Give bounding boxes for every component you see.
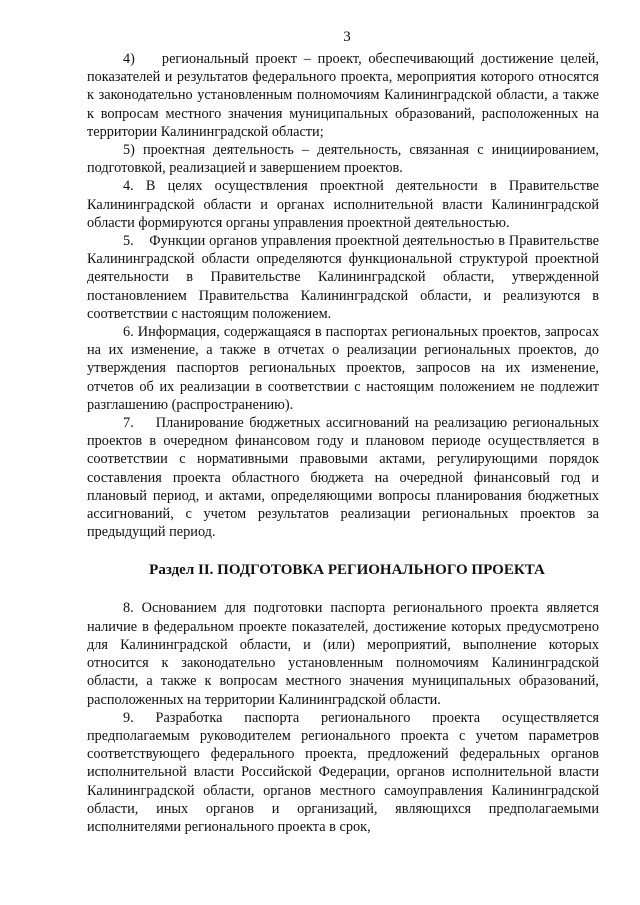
paragraph-item-7: 7. Планирование бюджетных ассигнований на реализацию региональных проектов в очередном финансовом году и плановом периоде осуществляется в соответствии с нормативными правовыми актами, регулирующими порядок составления проекта областного бюджета на очередной финансовый год и плановый период, и актами, определяющими вопросы планирования бюджетных ассигнований, с учетом результатов реализации региональных проектов за предыдущий период. [87, 415, 599, 541]
paragraph-5-project-activity: 5) проектная деятельность – деятельность, связанная с инициированием, подготовкой, реализацией и завершением проектов. [87, 142, 599, 177]
paragraph-item-6: 6. Информация, содержащаяся в паспортах региональных проектов, запросах на их изменение, а также в отчетах о реализации региональных проектов, до утверждения паспортов региональных проектов, запросов на их изменение, отчетов об их реализации в соответствии с настоящим положением не подлежит разглашению (распространению). [87, 324, 599, 413]
paragraph-item-9: 9. Разработка паспорта регионального проекта осуществляется предполагаемым руководителем регионального проекта с учетом параметров соответствующего федерального проекта, предложений федеральных органов исполнительной власти Российской Федерации, органов исполнительной власти Калининградской области, органов местного самоуправления Калининградской области, иных органов и организаций, являющихся предполагаемыми исполнителями регионального проекта в срок, [87, 709, 599, 835]
section-heading: Раздел II. ПОДГОТОВКА РЕГИОНАЛЬНОГО ПРОЕКТА [149, 562, 545, 579]
paragraph-item-8: 8. Основанием для подготовки паспорта регионального проекта является наличие в федеральном проекте показателей, достижение которых предусмотрено для Калининградской области, и (или) мероприятий, выполнение которых относится к законодательно установленным полномочиям Калининградской области, а также к вопросам местного значения муниципальных образований, расположенных на территории Калининградской области. [87, 600, 599, 708]
paragraph-4-regional-project: 4) региональный проект – проект, обеспечивающий достижение целей, показателей и результатов федерального проекта, мероприятия которого относятся к законодательно установленным полномочиям Калининградской области, а также к вопросам местного значения муниципальных образований, расположенных на территории Калининградской области; [87, 51, 599, 140]
paragraph-item-5: 5. Функции органов управления проектной деятельностью в Правительстве Калининградской области определяются функциональной структурой проектной деятельности в Правительстве Калининградской области, утвержденной постановлением Правительства Калининградской области, и реализуются в соответствии с настоящим положением. [87, 233, 599, 322]
document-page [87, 28, 599, 836]
paragraph-item-4: 4. В целях осуществления проектной деятельности в Правительстве Калининградской области и органах исполнительной власти Калининградской области формируются органы управления проектной деятельностью. [87, 178, 599, 231]
page-number: 3 [343, 29, 351, 45]
